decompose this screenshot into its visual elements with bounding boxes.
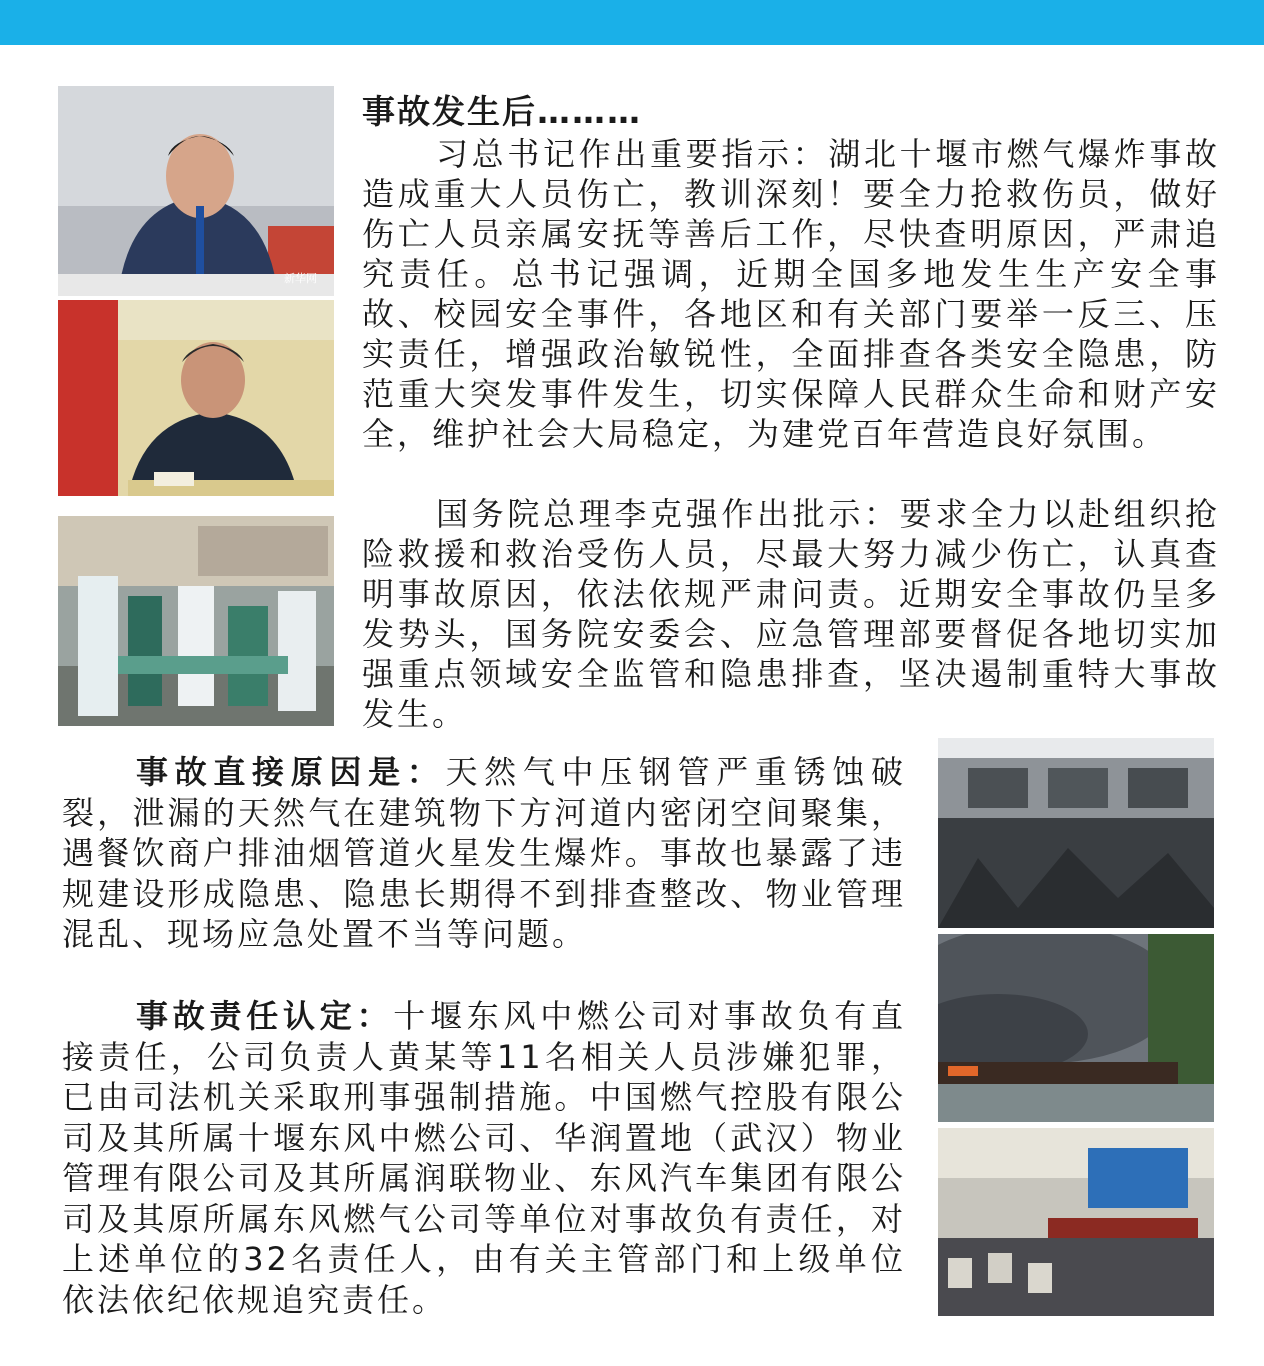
paragraph-xi-instruction: 习总书记作出重要指示：湖北十堰市燃气爆炸事故造成重大人员伤亡，教训深刻！要全力抢救伤员，做好伤亡人员亲属安抚等善后工作，尽快查明原因，严肃追究责任。总书记强调，近期全国多地发生生产安全事故、校园安全事件，各地区和有关部门要举一反三、压实责任，增强政治敏锐性，全面排查各类安全隐患，防范重大突发事件发生，切实保障人民群众生命和财产安全，维护社会大局稳定，为建党百年营造良好氛围。: [362, 135, 1220, 453]
photo-hospital-rescue: [58, 516, 334, 726]
text-responsibility: 十堰东风中燃公司对事故负有直接责任，公司负责人黄某等11名相关人员涉嫌犯罪，已由司法机关采取刑事强制措施。中国燃气控股有限公司及其所属十堰东风中燃公司、华润置地（武汉）物业管理有限公司及其所属润联物业、东风汽车集团有限公司及其原所属东风燃气公司等单位对事故负有责任，对上述单位的32名责任人，由有关主管部门和上级单位依法依纪依规追究责任。: [62, 997, 906, 1319]
label-direct-cause: 事故直接原因是：: [136, 753, 446, 791]
label-responsibility: 事故责任认定：: [136, 997, 394, 1035]
text-direct-cause: 天然气中压钢管严重锈蚀破裂，泄漏的天然气在建筑物下方河道内密闭空间聚集，遇餐饮商户排油烟管道火星发生爆炸。事故也暴露了违规建设形成隐患、隐患长期得不到排查整改、物业管理混乱、现场应急处置不当等问题。: [62, 753, 906, 953]
paragraph-responsibility: [62, 996, 906, 1320]
photo-leader-meeting-2: [58, 300, 334, 496]
photo-damaged-building: [938, 738, 1214, 928]
watermark-text: 新华网: [284, 272, 317, 285]
paragraph-direct-cause: [62, 752, 906, 955]
top-banner-bar: [0, 0, 1264, 45]
paragraph-li-instruction: 国务院总理李克强作出批示：要求全力以赴组织抢险救援和救治受伤人员，尽最大努力减少伤亡，认真查明事故原因，依法依规严肃问责。近期安全事故仍呈多发势头，国务院安委会、应急管理部要督促各地切实加强重点领域安全监管和隐患排查，坚决遏制重特大事故发生。: [362, 495, 1220, 733]
photo-fire-smoke: [938, 934, 1214, 1122]
photo-press-conference: [938, 1128, 1214, 1316]
section-heading: 事故发生后………: [362, 92, 642, 131]
photo-leader-meeting-1: [58, 86, 334, 296]
